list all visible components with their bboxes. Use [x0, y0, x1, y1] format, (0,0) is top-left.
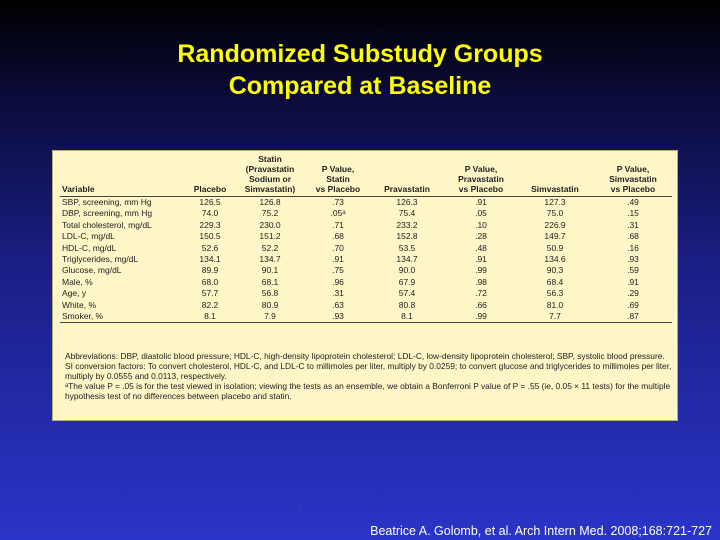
table-row: [60, 311, 672, 323]
table-header-row: [60, 154, 672, 197]
citation: Beatrice A. Golomb, et al. Arch Intern Med. 2008;168:721-727: [370, 524, 712, 538]
cell-p-pravastatin: .91: [475, 254, 487, 265]
table-row: [60, 265, 672, 276]
cell-variable: White, %: [62, 299, 97, 310]
cell-simvastatin: 90.3: [546, 265, 564, 276]
cell-simvastatin: 50.9: [546, 242, 564, 253]
table-row: [60, 288, 672, 299]
cell-variable: Smoker, %: [60, 311, 188, 323]
cell-pravastatin: 126.3: [396, 197, 418, 207]
table-row: [60, 197, 672, 209]
slide-title-line-2: Compared at Baseline: [228, 72, 492, 100]
header-p-pravastatin: P Value, Pravastatin vs Placebo: [446, 154, 516, 197]
cell-statin: 75.2: [261, 208, 279, 219]
cell-p-pravastatin: .72: [475, 288, 487, 299]
table-row: [60, 220, 672, 231]
cell-p-simvastatin: .31: [627, 219, 639, 230]
header-p-simvastatin: P Value, Simvastatin vs Placebo: [594, 154, 672, 197]
cell-simvastatin: 226.9: [544, 219, 566, 230]
cell-pravastatin: 53.5: [398, 242, 416, 253]
header-pravastatin: Pravastatin: [368, 154, 446, 197]
cell-p-pravastatin: .66: [475, 299, 487, 310]
header-statin: Statin (Pravastatin Sodium or Simvastatin): [232, 154, 308, 197]
cell-variable: Total cholesterol, mg/dL: [62, 219, 152, 230]
table-row: [60, 254, 672, 265]
cell-pravastatin: 80.8: [398, 299, 416, 310]
cell-statin: 90.1: [261, 265, 279, 276]
cell-p-pravastatin: .99: [446, 311, 516, 323]
conversion-note: SI conversion factors: To convert cholesterol, HDL-C, and LDL-C to millimoles per liter, multiply by 0.0259; to convert glucose and triglycerides to millimoles per liter, multiply by 0.0555 and 0.0113, respectively.: [65, 361, 672, 381]
cell-p-statin: .71: [332, 219, 344, 230]
cell-pravastatin: 90.0: [398, 265, 416, 276]
cell-placebo: 126.5: [199, 197, 221, 207]
table-row: [60, 208, 672, 219]
cell-p-simvastatin: .69: [627, 299, 639, 310]
cell-p-statin: .05ᵃ: [330, 208, 346, 219]
table-footnotes: [65, 351, 675, 401]
cell-pravastatin: 8.1: [368, 311, 446, 323]
cell-placebo: 74.0: [201, 208, 219, 219]
header-p-statin: P Value, Statin vs Placebo: [308, 154, 368, 197]
table-row: [60, 243, 672, 254]
cell-p-simvastatin: .91: [627, 276, 639, 287]
cell-simvastatin: 149.7: [544, 231, 566, 242]
cell-p-simvastatin: .68: [627, 231, 639, 242]
abbreviations-note: Abbreviations: DBP, diastolic blood pressure; HDL-C, high-density lipoprotein cholesterol; LDL-C, low-density lipoprotein cholesterol; SBP, systolic blood pressure.: [65, 351, 665, 361]
table-row: [60, 277, 672, 288]
cell-p-simvastatin: .93: [627, 254, 639, 265]
cell-pravastatin: 67.9: [398, 276, 416, 287]
cell-placebo: 68.0: [201, 276, 219, 287]
cell-p-pravastatin: .28: [475, 231, 487, 242]
cell-variable: DBP, screening, mm Hg: [62, 208, 153, 219]
cell-p-simvastatin: .87: [594, 311, 672, 323]
cell-p-statin: .91: [332, 254, 344, 265]
cell-statin: 56.8: [261, 288, 279, 299]
cell-statin: 126.8: [259, 197, 281, 207]
cell-variable: Triglycerides, mg/dL: [62, 254, 139, 265]
stray-dot: .: [299, 500, 302, 509]
cell-pravastatin: 75.4: [398, 208, 416, 219]
cell-p-simvastatin: .16: [627, 242, 639, 253]
cell-variable: Male, %: [62, 276, 93, 287]
cell-statin: 134.7: [259, 254, 281, 265]
cell-p-simvastatin: .29: [627, 288, 639, 299]
cell-statin: 68.1: [261, 276, 279, 287]
cell-p-statin: .93: [308, 311, 368, 323]
cell-p-statin: .63: [332, 299, 344, 310]
cell-p-statin: .73: [332, 197, 344, 207]
cell-simvastatin: 127.3: [544, 197, 566, 207]
cell-statin: 151.2: [259, 231, 281, 242]
cell-p-pravastatin: .99: [475, 265, 487, 276]
cell-pravastatin: 134.7: [396, 254, 418, 265]
cell-statin: 52.2: [261, 242, 279, 253]
header-placebo: Placebo: [188, 154, 232, 197]
cell-pravastatin: 57.4: [398, 288, 416, 299]
cell-simvastatin: 56.3: [546, 288, 564, 299]
cell-p-statin: .96: [332, 276, 344, 287]
cell-variable: SBP, screening, mm Hg: [62, 197, 152, 207]
cell-placebo: 150.5: [199, 231, 221, 242]
cell-pravastatin: 233.2: [396, 219, 418, 230]
cell-p-simvastatin: .59: [627, 265, 639, 276]
cell-p-pravastatin: .98: [475, 276, 487, 287]
cell-variable: Age, y: [62, 288, 87, 299]
cell-p-pravastatin: .05: [475, 208, 487, 219]
cell-p-statin: .68: [332, 231, 344, 242]
cell-placebo: 89.9: [201, 265, 219, 276]
slide-title: [0, 38, 720, 102]
cell-placebo: 8.1: [188, 311, 232, 323]
cell-simvastatin: 134.6: [544, 254, 566, 265]
cell-p-statin: .70: [332, 242, 344, 253]
table-image-panel: [52, 150, 678, 421]
cell-variable: Glucose, mg/dL: [62, 265, 122, 276]
cell-simvastatin: 75.0: [546, 208, 564, 219]
table-row: [60, 300, 672, 311]
header-variable: Variable: [60, 154, 188, 197]
cell-variable: HDL-C, mg/dL: [62, 242, 117, 253]
cell-p-statin: .75: [332, 265, 344, 276]
cell-statin: 7.9: [232, 311, 308, 323]
cell-simvastatin: 7.7: [516, 311, 594, 323]
baseline-comparison-table: [60, 154, 672, 323]
cell-placebo: 82.2: [201, 299, 219, 310]
table-row: [60, 231, 672, 242]
slide-title-line-1: Randomized Substudy Groups: [177, 40, 543, 68]
cell-placebo: 229.3: [199, 219, 221, 230]
cell-p-simvastatin: .15: [627, 208, 639, 219]
cell-p-pravastatin: .10: [475, 219, 487, 230]
cell-pravastatin: 152.8: [396, 231, 418, 242]
cell-placebo: 52.6: [201, 242, 219, 253]
cell-p-statin: .31: [332, 288, 344, 299]
footnote-a: ᵃThe value P = .05 is for the test viewed in isolation; viewing the tests as an ensemble, we obtain a Bonferroni P value of P = .55 (ie, 0.05 × 11 tests) for the multiple hypothesis test of no differences between placebo and statin.: [65, 381, 671, 401]
cell-simvastatin: 68.4: [546, 276, 564, 287]
cell-p-pravastatin: .91: [475, 197, 487, 207]
cell-p-pravastatin: .48: [475, 242, 487, 253]
cell-placebo: 134.1: [199, 254, 221, 265]
header-simvastatin: Simvastatin: [516, 154, 594, 197]
cell-variable: LDL-C, mg/dL: [62, 231, 115, 242]
cell-placebo: 57.7: [201, 288, 219, 299]
cell-statin: 80.9: [261, 299, 279, 310]
cell-simvastatin: 81.0: [546, 299, 564, 310]
cell-statin: 230.0: [259, 219, 281, 230]
cell-p-simvastatin: .49: [627, 197, 639, 207]
